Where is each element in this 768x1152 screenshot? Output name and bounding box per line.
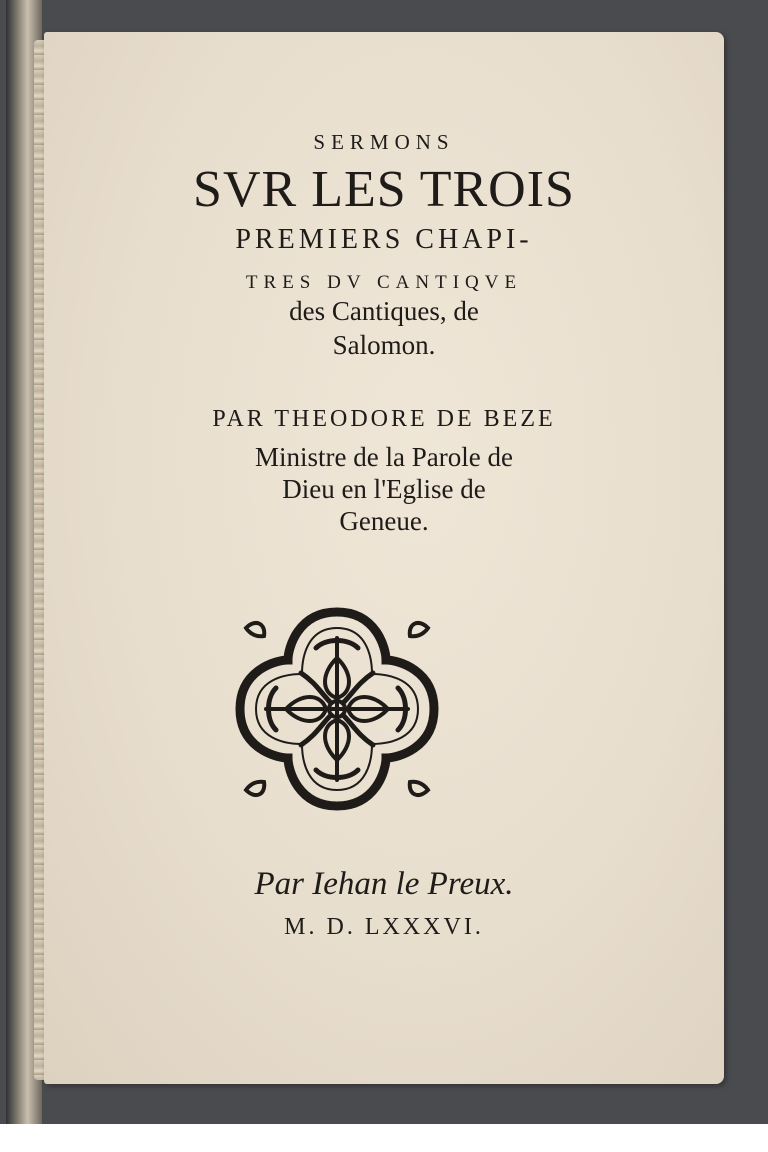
author-role-line-3: Geneue.: [339, 506, 429, 536]
author-role-line-1: Ministre de la Parole de: [255, 442, 513, 472]
title-line-1: SERMONS: [313, 130, 455, 154]
printer-line: Par Iehan le Preux.: [254, 866, 514, 902]
title-line-5: des Cantiques, de: [289, 296, 479, 326]
title-line-3: PREMIERS CHAPI-: [235, 224, 533, 255]
title-line-2: SVR LES TROIS: [193, 161, 575, 218]
bottom-margin: [0, 1124, 768, 1152]
year-line: M. D. LXXXVI.: [284, 914, 484, 940]
title-line-4: TRES DV CANTIQVE: [245, 272, 523, 293]
author-line: PAR THEODORE DE BEZE: [212, 406, 556, 432]
author-role-line-2: Dieu en l'Eglise de: [282, 474, 486, 504]
title-line-6: Salomon.: [332, 330, 436, 360]
fleuron-ornament-icon: [226, 598, 448, 820]
